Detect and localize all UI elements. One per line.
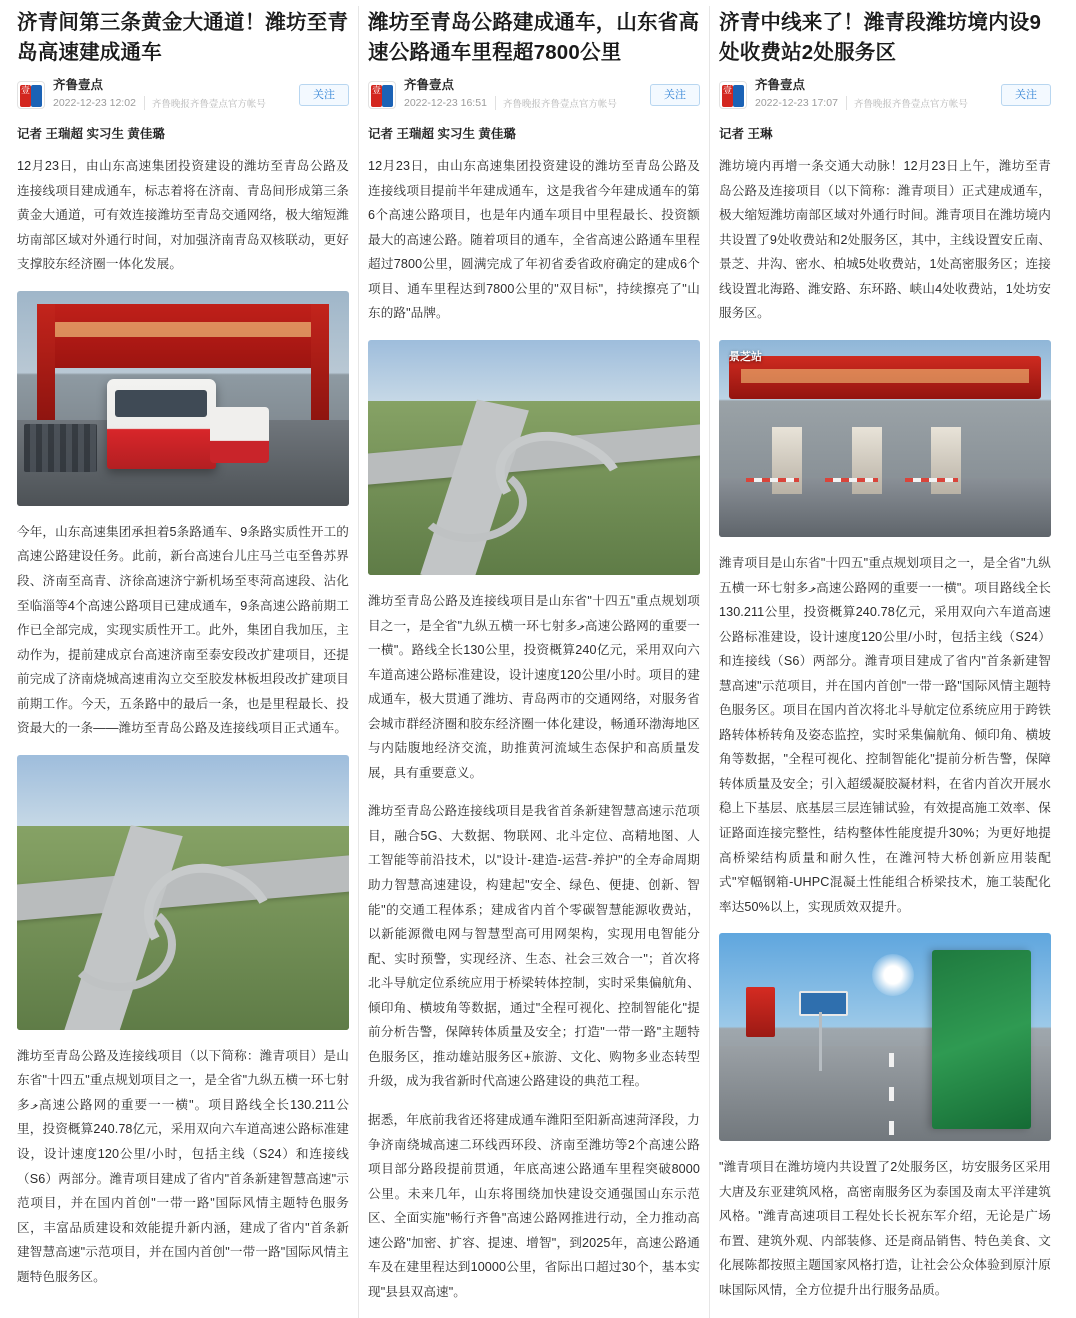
lead-bus [107,379,217,469]
paragraph: 潍青项目是山东省"十四五"重点规划项目之一，是全省"九纵五横一环七射多ލ高速公路网的重要一一横"。项目路线全长130.211公里，投资概算240.78亿元，采用双向六车道高速公路标准建设，设计速度120公里/小时，包括主线（S24）和连接线（S6）两部分。潍青项目建成了省内"首条新建智慧高速"示范项目，并在国内首创"一带一路"国际风情主题特色服务区。项目在国内首次将北斗导航定位系统应用于跨铁路转体桥转角及姿态监控，实时采集偏航角、倾印角、横坡角等数据，"全程可视化、控制智能化"提前分析告警，保障转体质量及安全；引入超缓凝胶凝材料，在省内首次开展水稳上下基层、底基层三层连铺试验，有效提高施工效率、保证路面连接完整性，结构整体性能度提升30%；为更好地提高桥梁结构质量和耐久性，在潍河特大桥创新应用装配式"窄幅钢箱-UHPC混凝土性能组合桥梁技术，施工装配化率达50%以上，实现质效双提升。 [719,556,1051,914]
sun [872,954,914,996]
byline [17,79,349,110]
toll-barrier [825,478,878,482]
author-line: 记者 王瑞超 实习生 黄佳璐 [17,127,165,142]
service-area-photo [719,933,1051,1141]
source-name: 齐鲁壹点 [53,78,104,93]
paragraph: "潍青项目在潍坊境内共设置了2处服务区，坊安服务区采用大唐及东亚建筑风格，高密南服务区为泰国及南太平洋建筑风格。"潍青高速项目工程处长长祝东军介绍，无论是广场布置、建筑外观、内部装修、还是商品销售、特色美食、文化展陈都按照主题国家风格打造，让社会公众体验到原汁原味国际风情，全方位提升出行服务品质。 [719,1160,1051,1297]
ceremony-arch [37,304,329,369]
certification-label: 齐鲁晚报齐鲁壹点官方帐号 [846,96,968,110]
road-sign [799,991,849,1016]
paragraph: 12月23日，由山东高速集团投资建设的潍坊至青岛公路及连接线项目提前半年建成通车，这是我省今年建成通车的第6个高速公路项目，也是年内通车项目中里程最长、投资额最大的高速公路。随着项目的通车，全省高速公路通车里程超过7800公里，圆满完成了年初省委省政府确定的建成6个项目、通车里程达到7800公里的"双目标"，持续擦亮了"山东的路"品牌。 [368,159,700,321]
aerial-highway-photo [368,340,700,575]
avatar-red-block: 壹 [371,85,382,107]
service-area-banner [932,950,1032,1129]
avatar-blue-block [733,85,744,107]
toll-gate-photo [719,340,1051,537]
interchange-ramp-secondary [414,462,527,542]
author-line: 记者 王琳 [719,127,773,142]
follow-button[interactable]: 关注 [650,84,700,106]
interchange-ramp-secondary [63,898,176,992]
crowd [24,424,97,471]
article-column-3 [710,0,1060,1317]
avatar [368,81,396,109]
meta-line [404,96,642,110]
paragraph: 潍坊至青岛公路及连接线项目（以下简称：潍青项目）是山东省"十四五"重点规划项目之一，是全省"九纵五横一环七射多ލ高速公路网的重要一一横"。项目路线全长130.211公里，投资概算240.78亿元，采用双向六车道高速公路标准建设，设计速度120公里/小时，包括主线（S24）和连接线（S6）两部分。潍青项目建成了省内"首条新建智慧高速"示范项目，并在国内首创"一带一路"国际风情主题特色服务区，丰富品质建设和效能提升新内涵，建成了省内"首条新建智慧高速"示范项目，并在国内首创"一带一路"国际风情主题特色服务区。 [17,1048,349,1284]
ceremony-photo [17,291,349,506]
toll-booth [772,427,802,494]
toll-booth [852,427,882,494]
avatar [719,81,747,109]
toll-barrier [905,478,958,482]
page-title: 济青间第三条黄金大通道！潍坊至青岛高速建成通车 [17,11,349,64]
paragraph: 12月23日，由山东高速集团投资建设的潍坊至青岛公路及连接线项目建成通车，标志着将在济南、青岛间形成第三条黄金大通道，可有效连接潍坊至青岛交通网络，极大缩短潍坊南部区域对外通行时间，对加强济南青岛双核联动，更好支撑胶东经济圈一体化发展。 [17,159,349,272]
avatar-red-block: 壹 [20,85,31,107]
meta-line [755,96,993,110]
follow-button[interactable]: 关注 [1001,84,1051,106]
article-column-1 [8,0,358,1303]
source-name: 齐鲁壹点 [404,78,455,93]
avatar-blue-block [382,85,393,107]
toll-booth [931,427,961,494]
byline-text [755,79,993,110]
certification-label: 齐鲁晚报齐鲁壹点官方帐号 [144,96,266,110]
byline-text [53,79,291,110]
paragraph: 潍坊境内再增一条交通大动脉！12月23日上午，潍坊至青岛公路及连接项目（以下简称：潍青项目）正式建成通车，极大缩短潍坊南部区域对外通行时间。潍青项目在潍坊境内共设置了9处收费站和2处服务区，其中，主线设置安丘南、景芝、井沟、密水、柏城5处收费站，1处高密服务区；连接线设置北海路、潍安路、东环路、峡山4处收费站，1处坊安服务区。 [719,159,1051,321]
toll-station-sign-text: 景芝站 [729,351,762,364]
second-bus [210,407,270,463]
byline-text [404,79,642,110]
toll-barrier [746,478,799,482]
sign-pole [819,1012,822,1070]
publish-date: 2022-12-23 17:07 [755,97,838,110]
avatar [17,81,45,109]
follow-button[interactable]: 关注 [299,84,349,106]
paragraph: 潍坊至青岛公路连接线项目是我省首条新建智慧高速示范项目，融合5G、大数据、物联网、北斗定位、高精地图、人工智能等前沿技术，以"设计-建造-运营-养护"的全寿命周期助力智慧高速建设，构建起"安全、绿色、便捷、创新、智能"的交通工程体系；建成省内首个零碳智慧能源收费站，以新能源微电网与智慧型高可用网架构，实现用电智能分配、实时预警，实现经济、生态、社会三效合一"；首次将北斗导航定位系统应用于桥梁转体控制，实时采集偏航角、倾印角、横坡角等数据，通过"全程可视化、控制智能化"提前分析告警，保障转体质量及安全；打造"一带一路"主题特色服务区，推动雄站服务区+旅游、文化、购物多业态转型升级，成为我省新时代高速公路建设的典范工程。 [368,804,700,1089]
publish-date: 2022-12-23 12:02 [53,97,136,110]
paragraph: 今年，山东高速集团承担着5条路通车、9条路实质性开工的高速公路建设任务。此前，新台高速台儿庄马兰屯至鲁苏界段、济南至高青、济徐高速济宁新机场至枣菏高速段、沾化至临淄等4个高速公路项目已建成通车，9条高速公路前期工作已全部完成，实现实质性开工。此外，集团自我加压，主动作为，提前建成京台高速济南至泰安段改扩建项目，还提前完成了济南烧城高速甫沟立交至胶发林板坦段改扩建项目前期工作。今天，五条路中的最后一条，也是里程最长、投资最大的一条——潍坊至青岛公路及连接线项目正式通车。 [17,524,349,736]
paragraph: 据悉，年底前我省还将建成通车潍阳至阳新高速菏泽段，力争济南绕城高速二环线西环段、济南至潍坊等2个高速公路项目部分路段提前贯通，年底高速公路通车里程突破8000公里。未来几年，山东将围绕加快建设交通强国山东示范区、全面实施"畅行齐鲁"高速公路网推进行动，全力推动高速公路"加密、扩容、提速、增智"，到2025年，高速公路通车及在建里程达到10000公里，省际出口超过30个，基本实现"县县双高速"。 [368,1112,700,1299]
author-line: 记者 王瑞超 实习生 黄佳璐 [368,127,516,142]
page-title: 济青中线来了！潍青段潍坊境内设9处收费站2处服务区 [719,11,1042,64]
article-column-2 [359,0,709,1318]
avatar-blue-block [31,85,42,107]
page-title: 潍坊至青岛公路建成通车，山东省高速公路通车里程超7800公里 [368,11,700,64]
certification-label: 齐鲁晚报齐鲁壹点官方帐号 [495,96,617,110]
meta-line [53,96,291,110]
paragraph: 潍坊至青岛公路及连接线项目是山东省"十四五"重点规划项目之一，是全省"九纵五横一环七射多ލ高速公路网的重要一一横"。路线全长130公里，投资概算240亿元，采用双向六车道高速公路标准建设，设计速度120公里/小时。项目的建成通车，极大贯通了潍坊、青岛两市的交通网络，对服务省会城市群经济圈和胶东经济圈一体化建设，畅通环渤海地区与内陆腹地经济交流，助推黄河流域生态保护和高质量发展，具有重要意义。 [368,594,700,780]
byline [368,79,700,110]
publish-date: 2022-12-23 16:51 [404,97,487,110]
toll-canopy [729,356,1041,399]
source-name: 齐鲁壹点 [755,78,806,93]
red-flag [746,987,776,1037]
avatar-red-block: 壹 [722,85,733,107]
road-surface [719,478,1051,537]
byline [719,79,1051,110]
aerial-interchange-photo [17,755,349,1030]
